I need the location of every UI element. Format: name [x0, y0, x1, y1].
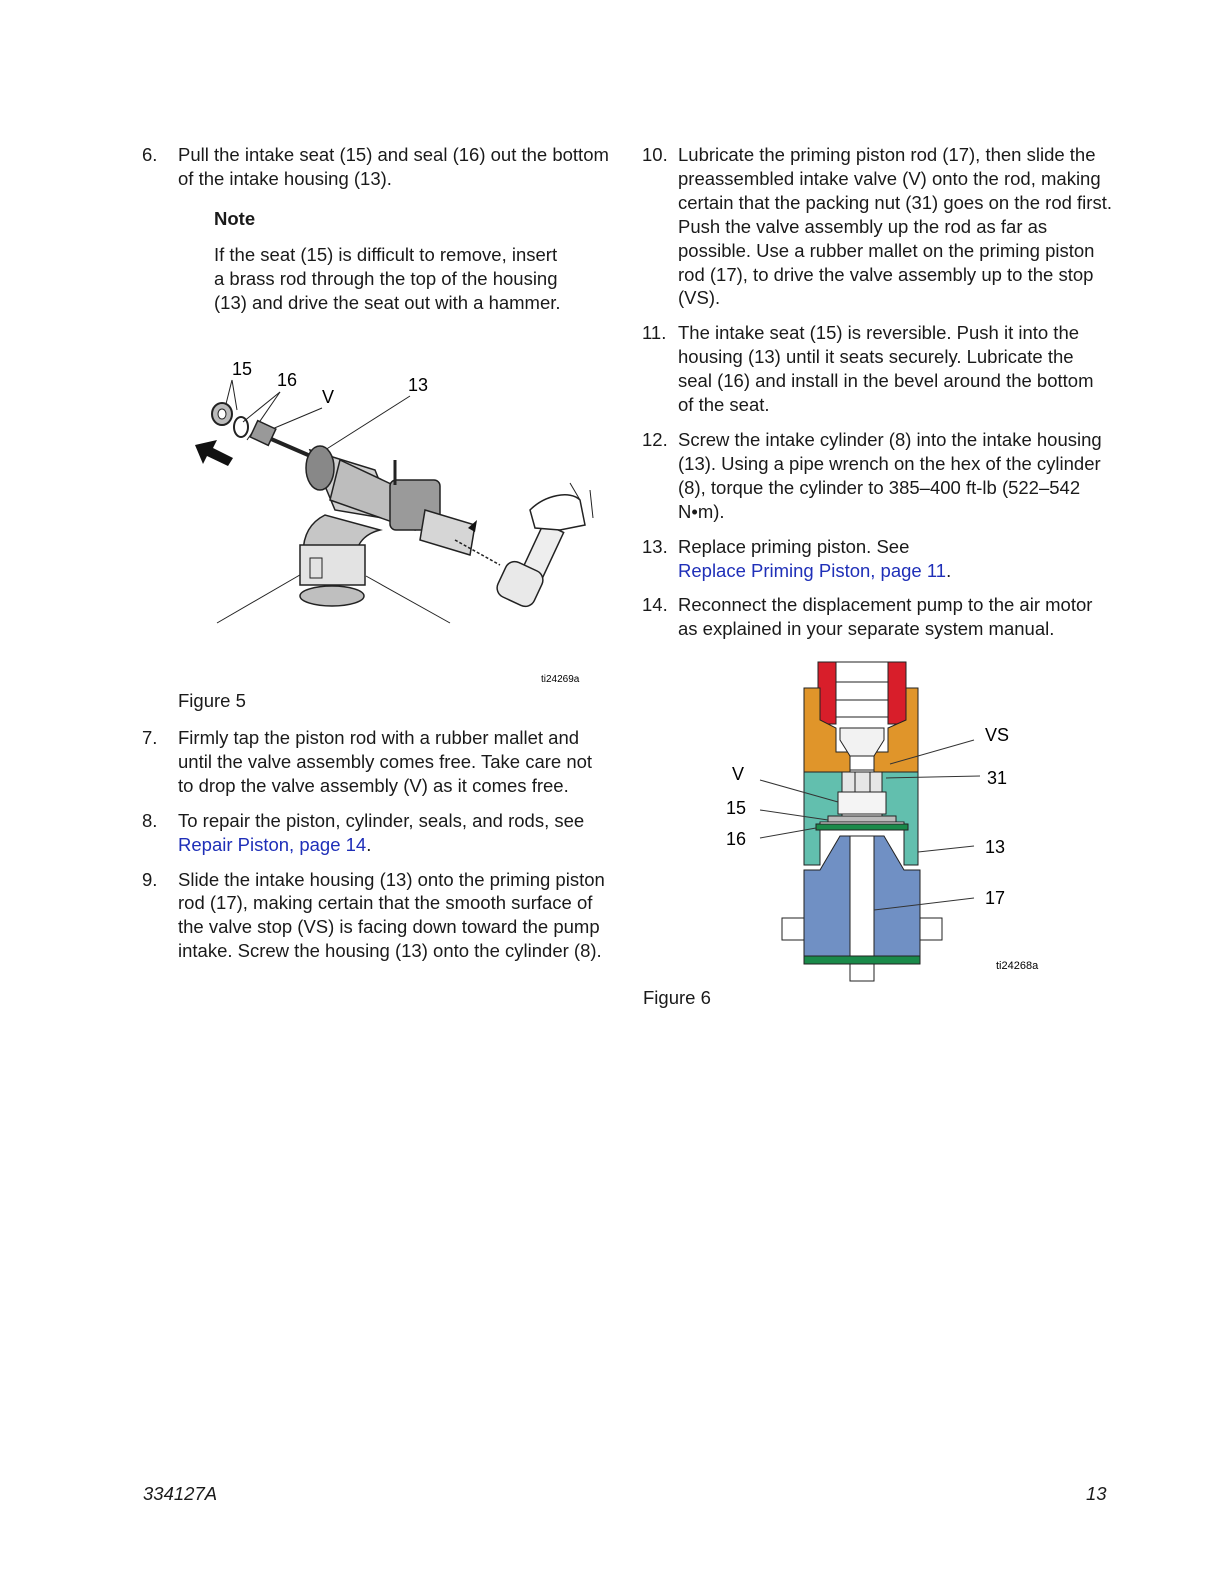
figure-5-illustration [185, 350, 605, 690]
step-9 [142, 868, 612, 964]
doc-number: 334127A [143, 1483, 218, 1504]
callout-v: V [322, 387, 335, 407]
step-text: The intake seat (15) is reversible. Push it into the housing (13) until it seats securely. Lubricate the seal (16) and install in the bevel around the bottom of the seat. [678, 322, 1094, 416]
callout-15: 15 [726, 798, 747, 818]
callout-13: 13 [408, 375, 429, 395]
callout-15: 15 [232, 359, 253, 379]
step-number: 10. [642, 144, 668, 165]
step-number: 9. [142, 868, 158, 890]
step-text: Screw the intake cylinder (8) into the intake housing (13). Using a pipe wrench on the hex of the cylinder (8), torque the cylinder to 385–400 ft-lb (522–542 N•m). [678, 428, 1102, 522]
step-number: 6. [142, 144, 158, 165]
step-number: 12. [642, 428, 668, 450]
figure-5-caption: Figure 5 [178, 690, 246, 711]
right-column [642, 143, 1112, 652]
figure-6-caption: Figure 6 [643, 987, 711, 1008]
step-text: To repair the piston, cylinder, seals, and rods, see [178, 809, 585, 831]
green-seal [816, 824, 908, 830]
red-packing-right [888, 662, 906, 724]
callout-v: V [732, 764, 745, 784]
step-text: Slide the intake housing (13) onto the priming piston rod (17), making certain that the smooth surface of the valve stop (VS) is facing down toward the pump intake. Screw the housing (13) onto the cylinder (8). [178, 868, 605, 962]
step-11 [642, 321, 1112, 417]
step-text: Lubricate the priming piston rod (17), then slide the preassembled intake valve (V) onto the rod, making certain that the packing nut (31) goes on the rod first. Push the valve assembly up the rod as far as possible. Use a rubber mallet on the priming piston rod (17), to drive the valve assembly up to the stop (VS). [678, 144, 1112, 309]
page-number: 13 [1086, 1483, 1107, 1504]
step-number: 11. [642, 322, 667, 344]
replace-priming-piston-link[interactable]: Replace Priming Piston, page 11 [678, 559, 947, 581]
step-7 [142, 726, 612, 798]
step-text-end: . [366, 833, 372, 855]
step-text-end: . [946, 559, 952, 581]
left-column [142, 143, 612, 314]
step-10 [642, 143, 1112, 310]
callout-16: 16 [277, 370, 298, 390]
step-6 [142, 143, 612, 191]
step-number: 14. [642, 594, 668, 616]
figure-6-cross-section [700, 660, 1080, 985]
repair-piston-link[interactable]: Repair Piston, page 14 [178, 833, 367, 855]
red-packing-left [818, 662, 836, 724]
step-12 [642, 428, 1112, 524]
step-text: Pull the intake seat (15) and seal (16) out the bottom of the intake housing (13). [178, 144, 609, 189]
step-text: Firmly tap the piston rod with a rubber mallet and until the valve assembly comes free. Take care not to drop the valve assembly (V) as it comes free. [178, 727, 593, 796]
step-14 [642, 593, 1112, 641]
left-column-steps [142, 726, 612, 974]
green-seal-bottom [804, 956, 920, 964]
step-number: 13. [642, 535, 668, 557]
callout-13: 13 [985, 837, 1006, 857]
note-title: Note [214, 207, 256, 229]
step-text: Reconnect the displacement pump to the air motor as explained in your separate system manual. [678, 594, 1093, 640]
callout-31: 31 [987, 768, 1008, 788]
callout-16: 16 [726, 829, 747, 849]
step-number: 8. [142, 809, 158, 831]
step-13 [642, 535, 1112, 583]
step-text: Replace priming piston. See [678, 535, 910, 557]
step-number: 7. [142, 727, 158, 748]
step-8 [142, 809, 612, 857]
callout-vs: VS [985, 725, 1010, 745]
figure-image-id: ti24269a [541, 674, 580, 685]
figure-image-id: ti24268a [996, 960, 1039, 972]
callout-17: 17 [985, 888, 1006, 908]
note-text: If the seat (15) is difficult to remove, insert a brass rod through the top of the housing (13) and drive the seat out with a hammer. [214, 243, 561, 313]
